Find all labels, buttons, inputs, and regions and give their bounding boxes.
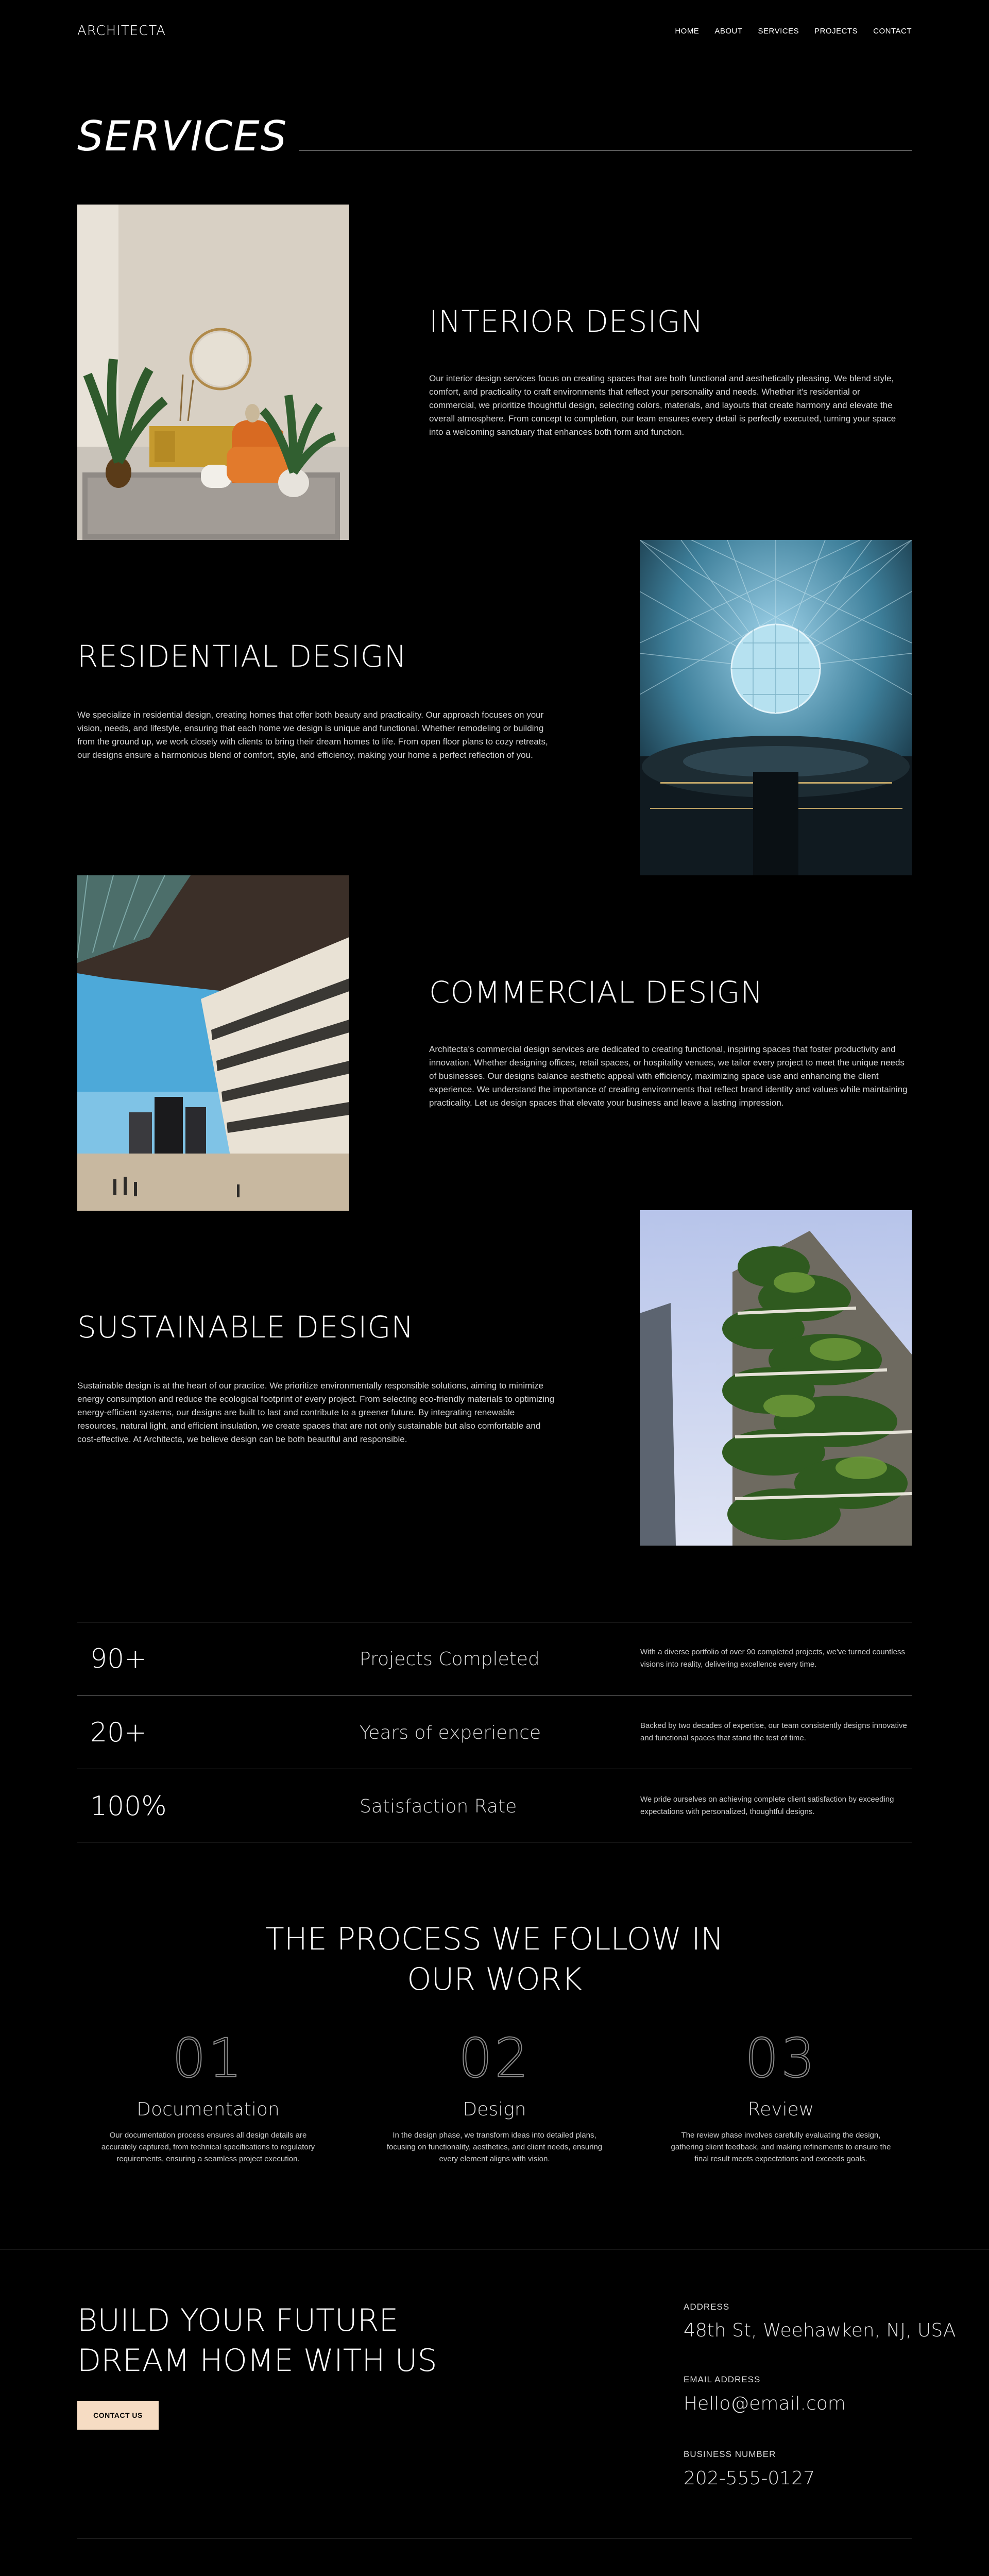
process-step (90, 2027, 327, 2165)
main-nav (675, 27, 912, 36)
process-step (662, 2027, 899, 2165)
service-text-sustainable: Sustainable design is at the heart of our practice. We prioritize environmentally responsible solutions, aiming to minimize energy consumption and reduce the ecological footprint of every project. From selecting eco-friendly materials to optimizing energy-efficient systems, our designs are built to last and contribute to a greener future. By integrating renewable resources, natural light, and efficient insulation, we create spaces that are not only sustainable but also comfortable and cost-effective. At Architecta, we believe design can be both beautiful and responsible. (77, 1381, 555, 1444)
service-text-commercial: Architecta's commercial design services are dedicated to creating functional, inspiring spaces that foster productivity and innovation. Whether designing offices, retail spaces, or hospitality venues, we tailor every project to meet the unique needs of businesses. Our designs balance aesthetic appeal with efficiency, maximizing space use and enhancing the client experience. We understand the importance of creating environments that reflect brand identity and values while maintaining practicality. Let us design spaces that elevate your business and leave a lasting impression. (429, 1044, 908, 1108)
services-title: SERVICES (77, 112, 288, 160)
cta-heading (77, 2300, 489, 2381)
stat-description: With a diverse portfolio of over 90 completed projects, we've turned countless visions into reality, delivering excellence every time. (640, 1648, 905, 1669)
address-label: ADDRESS (684, 2302, 730, 2312)
nav-projects[interactable]: PROJECTS (814, 26, 858, 36)
service-title-residential: RESIDENTIAL DESIGN (77, 639, 407, 674)
process-step (376, 2027, 613, 2165)
stat-description: Backed by two decades of expertise, our team consistently designs innovative and functional spaces that stand the test of time. (640, 1721, 907, 1742)
process-title (185, 1919, 804, 1999)
stat-number: 20+ (90, 1717, 147, 1748)
phone-label: BUSINESS NUMBER (684, 2449, 776, 2459)
stats-divider (77, 1695, 912, 1696)
process-title-line1: THE PROCESS WE FOLLOW IN (265, 1921, 724, 1957)
email-label: EMAIL ADDRESS (684, 2375, 761, 2384)
nav-contact[interactable]: CONTACT (873, 26, 912, 36)
residential-design-image (640, 540, 912, 875)
service-title-commercial: COMMERCIAL DESIGN (429, 975, 763, 1010)
service-title-interior: INTERIOR DESIGN (429, 304, 704, 339)
process-step-text: The review phase involves carefully evaluating the design, gathering client feedback, and making refinements to ensure the final result meets expectations and exceeds goals. (671, 2131, 891, 2163)
process-step-text: In the design phase, we transform ideas into detailed plans, focusing on functionality, aesthetics, and client needs, ensuring every element aligns with vision. (386, 2131, 603, 2163)
process-step-title: Documentation (137, 2099, 280, 2120)
process-title-line2: OUR WORK (407, 1961, 582, 1997)
stat-number: 100% (90, 1791, 167, 1822)
stat-description: We pride ourselves on achieving complete client satisfaction by exceeding expectations with personalized, thoughtful designs. (640, 1795, 894, 1816)
phone-value[interactable]: 202-555-0127 (684, 2468, 815, 2489)
process-step-number: 02 (458, 2027, 531, 2090)
cta-line2: DREAM HOME WITH US (77, 2343, 437, 2379)
stat-label: Satisfaction Rate (360, 1796, 517, 1817)
stat-label: Projects Completed (360, 1649, 540, 1670)
process-step-text: Our documentation process ensures all design details are accurately captured, from technical specifications to regulatory requirements, ensuring a seamless project execution. (101, 2131, 315, 2163)
contact-us-button[interactable]: CONTACT US (77, 2401, 159, 2430)
nav-services[interactable]: SERVICES (758, 26, 799, 36)
nav-home[interactable]: HOME (675, 26, 700, 36)
process-step-title: Design (463, 2099, 526, 2120)
logo[interactable]: ARCHITECTA (77, 23, 166, 39)
stat-label: Years of experience (360, 1722, 541, 1743)
process-step-title: Review (747, 2099, 814, 2120)
nav-about[interactable]: ABOUT (714, 26, 743, 36)
address-value: 48th St, Weehawken, NJ, USA (684, 2320, 956, 2341)
interior-design-image (77, 205, 349, 540)
service-text-interior: Our interior design services focus on creating spaces that are both functional and aesthetically pleasing. We blend style, comfort, and practicality to craft environments that reflect your personality and needs. Whether it's residential or commercial, we prioritize thoughtful design, selecting colors, materials, and layouts that create harmony and elevate the overall atmosphere. From concept to completion, our team ensures every detail is perfectly executed, turning your space into a welcoming sanctuary that enhances both form and function. (429, 374, 896, 437)
title-divider (299, 150, 912, 151)
site-header (77, 0, 912, 62)
email-value[interactable]: Hello@email.com (684, 2393, 846, 2414)
cta-line1: BUILD YOUR FUTURE (77, 2302, 399, 2338)
sustainable-design-image (640, 1210, 912, 1546)
process-step-number: 03 (744, 2027, 817, 2090)
stat-number: 90+ (90, 1643, 147, 1674)
process-step-number: 01 (172, 2027, 245, 2090)
commercial-design-image (77, 875, 349, 1211)
service-text-residential: We specialize in residential design, creating homes that offer both beauty and practicality. Our approach focuses on your vision, needs, and lifestyle, ensuring that each home we design is unique and functional. Whether remodeling or building from the ground up, we work closely with clients to bring their dream homes to life. From open floor plans to cozy retreats, our designs ensure a harmonious blend of comfort, style, and efficiency, making your home a perfect reflection of you. (77, 710, 548, 760)
service-title-sustainable: SUSTAINABLE DESIGN (77, 1310, 414, 1345)
